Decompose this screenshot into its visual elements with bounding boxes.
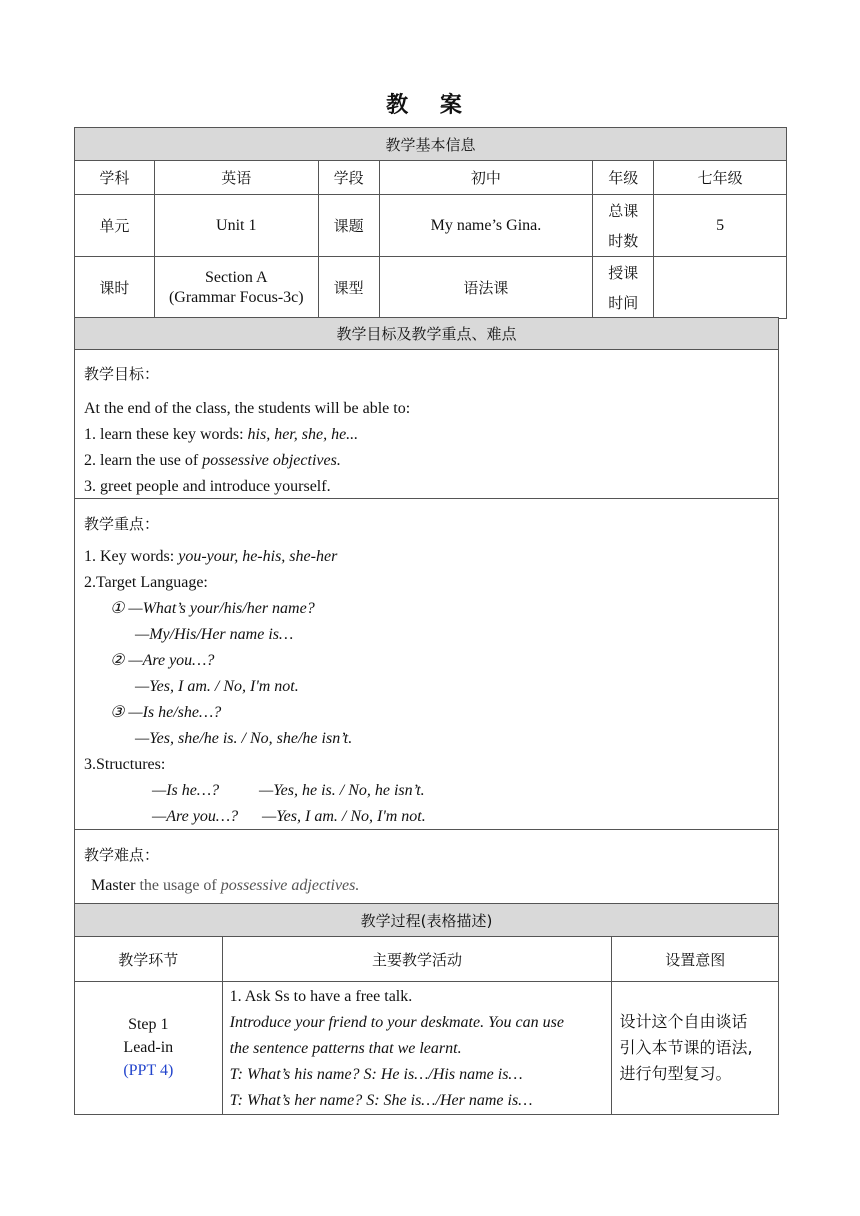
basic-info-header: 教学基本信息 bbox=[75, 128, 787, 161]
target-2-question: ② —Are you…? bbox=[110, 652, 215, 669]
value-total-hours: 5 bbox=[654, 195, 787, 257]
goal-item-3: 3. greet people and introduce yourself. bbox=[84, 478, 331, 495]
goal-item-1: 1. learn these key words: his, her, she, he... bbox=[84, 426, 359, 443]
label-grade: 年级 bbox=[593, 161, 654, 195]
purpose-line-2: 引入本节课的语法, bbox=[619, 1038, 753, 1057]
difficulties-label: 教学难点： bbox=[84, 846, 160, 864]
page-title: 教 案 bbox=[386, 93, 474, 118]
key-points-label: 教学重点： bbox=[84, 515, 160, 533]
teaching-goals-section bbox=[74, 349, 779, 499]
difficulties-text: Master the usage of possessive adjectives. bbox=[91, 877, 360, 894]
col-purpose: 设置意图 bbox=[612, 937, 779, 982]
basic-info-table bbox=[74, 127, 787, 319]
activity-title: 1. Ask Ss to have a free talk. bbox=[229, 988, 413, 1005]
step-1-phase: Lead-in bbox=[123, 1039, 174, 1056]
key-points-section bbox=[74, 498, 779, 830]
target-3-question: ③ —Is he/she…? bbox=[110, 704, 222, 721]
purpose-line-3: 进行句型复习。 bbox=[619, 1064, 732, 1083]
label-total-hours bbox=[593, 195, 654, 257]
structure-2: —Are you…? —Yes, I am. / No, I'm not. bbox=[152, 808, 426, 825]
target-1-answer: —My/His/Her name is… bbox=[135, 626, 294, 643]
step-1-cell bbox=[75, 982, 223, 1115]
label-topic: 课题 bbox=[318, 195, 379, 257]
label-teaching-time bbox=[593, 257, 654, 319]
value-unit: Unit 1 bbox=[154, 195, 318, 257]
process-table bbox=[74, 903, 779, 1115]
activity-line-3: T: What’s his name? S: He is…/His name is… bbox=[229, 1066, 523, 1083]
step-1-activities bbox=[222, 982, 612, 1115]
value-teaching-time bbox=[654, 257, 787, 319]
label-period: 课时 bbox=[75, 257, 155, 319]
target-3-answer: —Yes, she/he is. / No, she/he isn’t. bbox=[135, 730, 353, 747]
activity-line-4: T: What’s her name? S: She is…/Her name is… bbox=[229, 1092, 533, 1109]
process-header: 教学过程(表格描述) bbox=[75, 904, 779, 937]
label-teaching-time-line1: 授课 bbox=[608, 263, 639, 282]
difficulties-section bbox=[74, 829, 779, 904]
value-period-line2: (Grammar Focus-3c) bbox=[168, 288, 304, 306]
label-total-hours-line2: 时数 bbox=[608, 231, 639, 250]
activity-line-2: the sentence patterns that we learnt. bbox=[229, 1040, 462, 1057]
goals-intro: At the end of the class, the students will be able to: bbox=[84, 400, 411, 417]
structure-1: —Is he…? —Yes, he is. / No, he isn’t. bbox=[152, 782, 425, 799]
target-2-answer: —Yes, I am. / No, I'm not. bbox=[135, 678, 299, 695]
value-topic: My name’s Gina. bbox=[379, 195, 593, 257]
label-lesson-type: 课型 bbox=[318, 257, 379, 319]
value-period bbox=[154, 257, 318, 319]
label-stage: 学段 bbox=[318, 161, 379, 195]
label-subject: 学科 bbox=[75, 161, 155, 195]
key-words-line: 1. Key words: you-your, he-his, she-her bbox=[84, 548, 338, 565]
col-activities: 主要教学活动 bbox=[222, 937, 612, 982]
value-subject: 英语 bbox=[154, 161, 318, 195]
label-total-hours-line1: 总课 bbox=[608, 201, 639, 220]
goals-label: 教学目标： bbox=[84, 365, 160, 383]
step-1-ppt: (PPT 4) bbox=[123, 1062, 174, 1079]
activity-line-1: Introduce your friend to your deskmate. You can use bbox=[229, 1014, 564, 1031]
col-stage: 教学环节 bbox=[75, 937, 223, 982]
step-1-purpose bbox=[612, 982, 779, 1115]
step-1-name: Step 1 bbox=[128, 1016, 169, 1033]
label-teaching-time-line2: 时间 bbox=[608, 293, 639, 312]
target-language-label: 2.Target Language: bbox=[84, 574, 208, 591]
target-1-question: ① —What’s your/his/her name? bbox=[110, 600, 315, 617]
value-period-line1: Section A bbox=[204, 268, 268, 286]
value-grade: 七年级 bbox=[654, 161, 787, 195]
structures-label: 3.Structures: bbox=[84, 756, 166, 773]
value-stage: 初中 bbox=[379, 161, 593, 195]
label-unit: 单元 bbox=[75, 195, 155, 257]
objectives-header: 教学目标及教学重点、难点 bbox=[74, 317, 779, 350]
purpose-line-1: 设计这个自由谈话 bbox=[619, 1012, 748, 1031]
value-lesson-type: 语法课 bbox=[379, 257, 593, 319]
goal-item-2: 2. learn the use of possessive objectives. bbox=[84, 452, 341, 469]
